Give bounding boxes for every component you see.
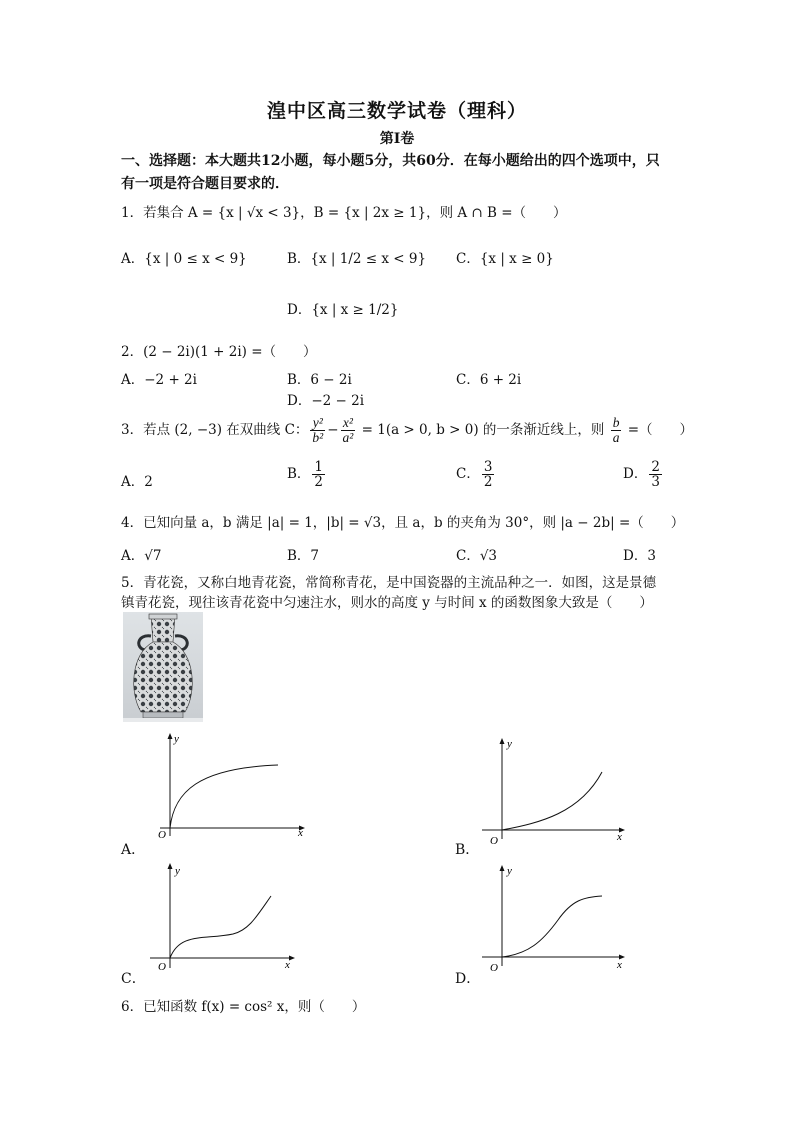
question-1-stem: 1．若集合 A = {x | √x < 3}，B = {x | 2x ≥ 1}，则 A ∩ B =（ ） — [121, 205, 567, 221]
fraction-numerator: x² — [341, 416, 356, 431]
question-4-option-d[interactable]: D．3 — [623, 548, 656, 564]
question-2-option-c[interactable]: C．6 + 2i — [456, 372, 522, 388]
x-axis-label: x — [617, 831, 622, 843]
curve-c — [170, 896, 271, 958]
y-axis-label: y — [507, 865, 512, 877]
y-axis-arrow-icon — [168, 863, 173, 869]
fraction-3-2 — [482, 460, 495, 489]
x-axis-label: x — [298, 827, 303, 839]
fraction-denominator: b² — [312, 430, 324, 446]
question-5-line2: 镇青花瓷，现往该青花瓷中匀速注水，则水的高度 y 与时间 x 的函数图象大致是（ ） — [121, 595, 653, 611]
origin-label: O — [490, 962, 498, 974]
question-3-stem-post: =（ ） — [623, 422, 694, 439]
minus-sign: − — [327, 422, 339, 439]
question-2-option-a[interactable]: A．−2 + 2i — [121, 372, 197, 388]
x-axis-arrow-icon — [289, 956, 295, 961]
fraction-y2-b2 — [310, 416, 325, 445]
question-5-option-b[interactable]: B． — [455, 842, 480, 858]
fraction-numerator: b — [612, 415, 620, 430]
question-5-option-d[interactable]: D． — [455, 971, 481, 987]
question-5-line1: 5．青花瓷，又称白地青花瓷，常简称青花，是中国瓷器的主流品种之一．如图，这是景德 — [121, 575, 657, 591]
question-1-option-d[interactable]: D．{x | x ≥ 1/2} — [287, 302, 399, 318]
question-4-option-c[interactable]: C．√3 — [456, 548, 498, 564]
fraction-denominator: a — [612, 430, 620, 446]
question-2-option-d[interactable]: D．−2 − 2i — [287, 393, 365, 409]
question-1-option-c[interactable]: C．{x | x ≥ 0} — [456, 251, 554, 267]
question-4-stem: 4．已知向量 a，b 满足 |a| = 1，|b| = √3，且 a，b 的夹角为 30°，则 |a − 2b| =（ ） — [121, 515, 685, 531]
option-label: C． — [456, 466, 480, 483]
question-3-option-a[interactable]: A．2 — [121, 474, 153, 490]
origin-label: O — [158, 829, 166, 840]
graph-option-a[interactable] — [150, 730, 310, 840]
fraction-2-3 — [649, 460, 662, 489]
fraction-b-a — [611, 416, 622, 445]
page-title: 湟中区高三数学试卷（理科） — [266, 100, 527, 122]
section-subtitle: 第Ⅰ卷 — [379, 131, 415, 147]
curve-a — [170, 765, 278, 828]
question-2-option-b[interactable]: B．6 − 2i — [287, 372, 352, 388]
graph-option-c[interactable] — [145, 860, 305, 975]
x-axis-label: x — [285, 959, 290, 971]
question-3-stem-mid: = 1(a > 0, b > 0) 的一条渐近线上，则 — [357, 422, 609, 439]
origin-label: O — [490, 835, 498, 845]
fraction-denominator: 2 — [483, 474, 493, 491]
option-label: B． — [287, 466, 311, 483]
question-3-stem-pre: 3．若点 (2, −3) 在双曲线 C： — [121, 422, 309, 439]
y-axis-label: y — [175, 865, 180, 877]
question-1-option-a[interactable]: A．{x | 0 ≤ x < 9} — [121, 251, 247, 267]
section-instruction-line1: 一、选择题：本大题共12小题，每小题5分，共60分．在每小题给出的四个选项中，只 — [121, 153, 660, 169]
question-2-stem: 2．(2 − 2i)(1 + 2i) =（ ） — [121, 344, 317, 360]
question-4-option-b[interactable]: B．7 — [287, 548, 320, 564]
y-axis-label: y — [174, 733, 179, 745]
blue-white-porcelain-vase-image — [123, 612, 203, 722]
question-3-stem — [121, 416, 693, 445]
fraction-denominator: a² — [342, 430, 354, 446]
fraction-denominator: 2 — [314, 474, 324, 491]
question-5-option-a[interactable]: A． — [121, 842, 146, 858]
fraction-numerator: 1 — [314, 459, 324, 475]
curve-b — [502, 772, 602, 830]
curve-d — [502, 896, 602, 957]
y-axis-arrow-icon — [500, 865, 505, 871]
fraction-numerator: y² — [310, 416, 325, 431]
question-5-option-c[interactable]: C． — [121, 971, 146, 987]
fraction-x2-a2 — [341, 416, 356, 445]
question-6-stem: 6．已知函数 f(x) = cos² x，则（ ） — [121, 999, 366, 1015]
graph-option-b[interactable] — [480, 735, 630, 845]
y-axis-arrow-icon — [500, 738, 505, 744]
question-1-option-b[interactable]: B．{x | 1/2 ≤ x < 9} — [287, 251, 427, 267]
origin-label: O — [158, 961, 166, 973]
question-3-option-d[interactable] — [623, 460, 664, 489]
y-axis-label: y — [507, 738, 512, 750]
fraction-1-2 — [312, 460, 325, 489]
fraction-numerator: 3 — [483, 459, 493, 475]
question-3-option-c[interactable] — [456, 460, 496, 489]
x-axis-label: x — [617, 959, 622, 971]
fraction-numerator: 2 — [651, 459, 660, 475]
question-3-option-b[interactable] — [287, 460, 327, 489]
graph-option-d[interactable] — [480, 862, 630, 977]
option-label: D． — [623, 466, 648, 483]
y-axis-arrow-icon — [168, 733, 173, 739]
section-instruction-line2: 有一项是符合题目要求的． — [121, 176, 289, 192]
question-4-option-a[interactable]: A．√7 — [121, 548, 162, 564]
fraction-denominator: 3 — [651, 474, 660, 491]
